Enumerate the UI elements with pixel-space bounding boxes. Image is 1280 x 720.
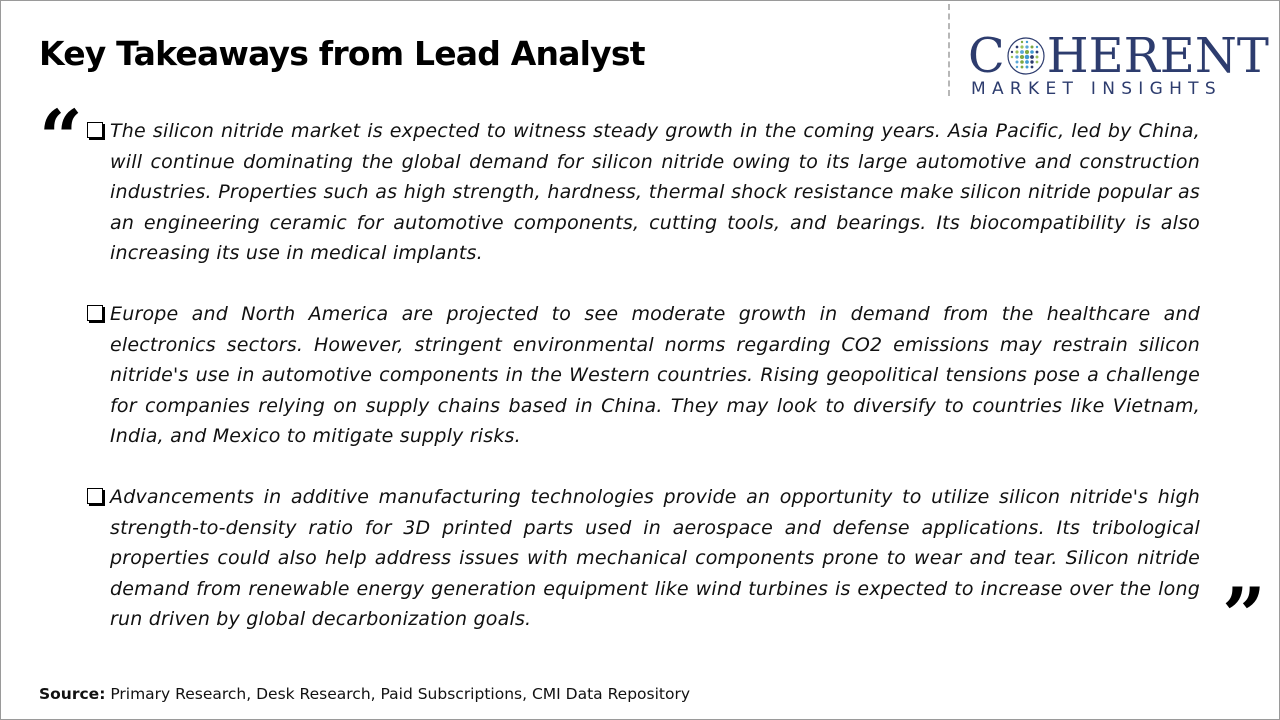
header-divider: [948, 4, 950, 96]
globe-dot: [1021, 41, 1023, 43]
checkbox-bullet-icon: [87, 122, 103, 138]
globe-dot: [1011, 51, 1013, 53]
globe-dot: [1035, 56, 1038, 59]
list-item: [86, 482, 1200, 635]
globe-dot: [1020, 55, 1024, 59]
source-label: Source:: [39, 685, 106, 703]
takeaway-text: The silicon nitride market is expected to witness steady growth in the coming years. Asia Pacific, led by China, will continue dominating the global demand for silicon nitride owing to its large automotive and construction industries. Properties such as high strength, hardness, thermal shock resistance make silicon nitride popular as an engineering ceramic for automotive components, cutting tools, and bearings. Its biocompatibility is also increasing its use in medical implants.: [110, 120, 1200, 264]
checkbox-bullet-icon: [87, 488, 103, 504]
globe-dot: [1020, 50, 1024, 54]
globe-dot: [1020, 45, 1023, 48]
globe-dot: [1015, 61, 1018, 64]
globe-dot: [1030, 66, 1033, 69]
globe-dot: [1035, 51, 1038, 54]
globe-dot: [1015, 46, 1018, 49]
globe-dot: [1030, 60, 1033, 63]
globe-dot: [1036, 46, 1038, 48]
list-item: [86, 299, 1200, 452]
globe-dot: [1030, 55, 1034, 59]
takeaway-text: Advancements in additive manufacturing technologies provide an opportunity to utilize silicon nitride's high strength-to-density ratio for 3D printed parts used in aerospace and defense applications. Its tribological properties could also help address issues with mechanical components prone to wear and tear. Silicon nitride demand from renewable energy generation equipment like wind turbines is expected to increase over the long run driven by global decarbonization goals.: [110, 486, 1200, 630]
page-title: Key Takeaways from Lead Analyst: [39, 34, 645, 73]
takeaway-text: Europe and North America are projected to see moderate growth in demand from the healthcare and electronics sectors. However, stringent environmental norms regarding CO2 emissions may restrain silicon nitride's use in automotive components in the Western countries. Rising geopolitical tensions pose a challenge for companies relying on supply chains based in China. They may look to diversify to countries like Vietnam, India, and Mexico to mitigate supply risks.: [110, 303, 1200, 447]
logo-wordmark: [968, 30, 1269, 82]
source-note: [39, 685, 690, 703]
globe-dot: [1025, 60, 1029, 64]
globe-dot: [1026, 41, 1028, 43]
takeaways-list: [86, 116, 1200, 665]
globe-dot: [1024, 55, 1029, 60]
close-quote-icon: ”: [1222, 571, 1266, 660]
source-text: Primary Research, Desk Research, Paid Subscriptions, CMI Data Repository: [105, 685, 691, 703]
globe-dot: [1030, 46, 1033, 49]
logo-letter-c: C: [968, 28, 1005, 84]
logo-tagline: MARKET INSIGHTS: [971, 79, 1222, 99]
globe-dot: [1030, 50, 1034, 54]
list-item: [86, 116, 1200, 269]
globe-dot: [1015, 55, 1018, 58]
globe-dot: [1020, 60, 1024, 64]
company-logo: [968, 28, 1269, 100]
checkbox-bullet-icon: [87, 305, 103, 321]
globe-dot: [1025, 66, 1028, 69]
open-quote-icon: “: [39, 93, 83, 182]
globe-dot: [1035, 61, 1038, 64]
globe-dot: [1011, 56, 1013, 58]
globe-dot: [1016, 66, 1018, 68]
globe-dot: [1020, 66, 1023, 69]
globe-icon: [1006, 36, 1046, 76]
globe-dot: [1015, 50, 1018, 53]
globe-dot: [1025, 45, 1028, 48]
globe-dot: [1025, 50, 1029, 54]
logo-letters-herent: HERENT: [1046, 28, 1269, 84]
